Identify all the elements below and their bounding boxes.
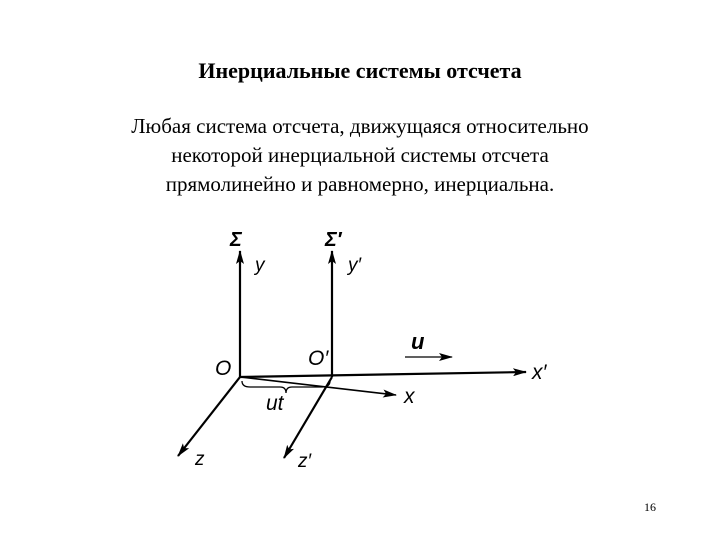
reference-frames-diagram xyxy=(160,215,580,485)
page-number: 16 xyxy=(644,500,656,514)
velocity-label: u xyxy=(411,329,425,354)
z-axis xyxy=(178,377,240,456)
origin-prime-label: O′ xyxy=(308,347,329,370)
frame-label-sigma: Σ xyxy=(230,229,242,251)
y-prime-axis-label: y′ xyxy=(348,255,362,276)
y-axis-label: y xyxy=(255,255,265,276)
z-prime-axis xyxy=(284,377,332,458)
z-axis-label: z xyxy=(195,449,205,470)
body-text-line-3: прямолинейно и равномерно, инерциальна. xyxy=(165,172,555,196)
x-axis xyxy=(240,377,396,395)
body-text-line-1: Любая система отсчета, движущаяся относительно xyxy=(131,114,589,138)
x-prime-axis-label: x′ xyxy=(532,361,547,384)
slide-title: Инерциальные системы отсчета xyxy=(198,58,522,83)
z-prime-axis-label: z′ xyxy=(298,451,312,472)
x-prime-axis xyxy=(240,372,526,377)
displacement-label: ut xyxy=(266,392,284,415)
origin-label: O xyxy=(215,357,232,380)
frame-label-sigma-prime: Σ′ xyxy=(325,229,342,251)
x-axis-label: x xyxy=(404,385,415,408)
slide-body-text xyxy=(40,112,680,199)
body-text-line-2: некоторой инерциальной системы отсчета xyxy=(171,143,549,167)
